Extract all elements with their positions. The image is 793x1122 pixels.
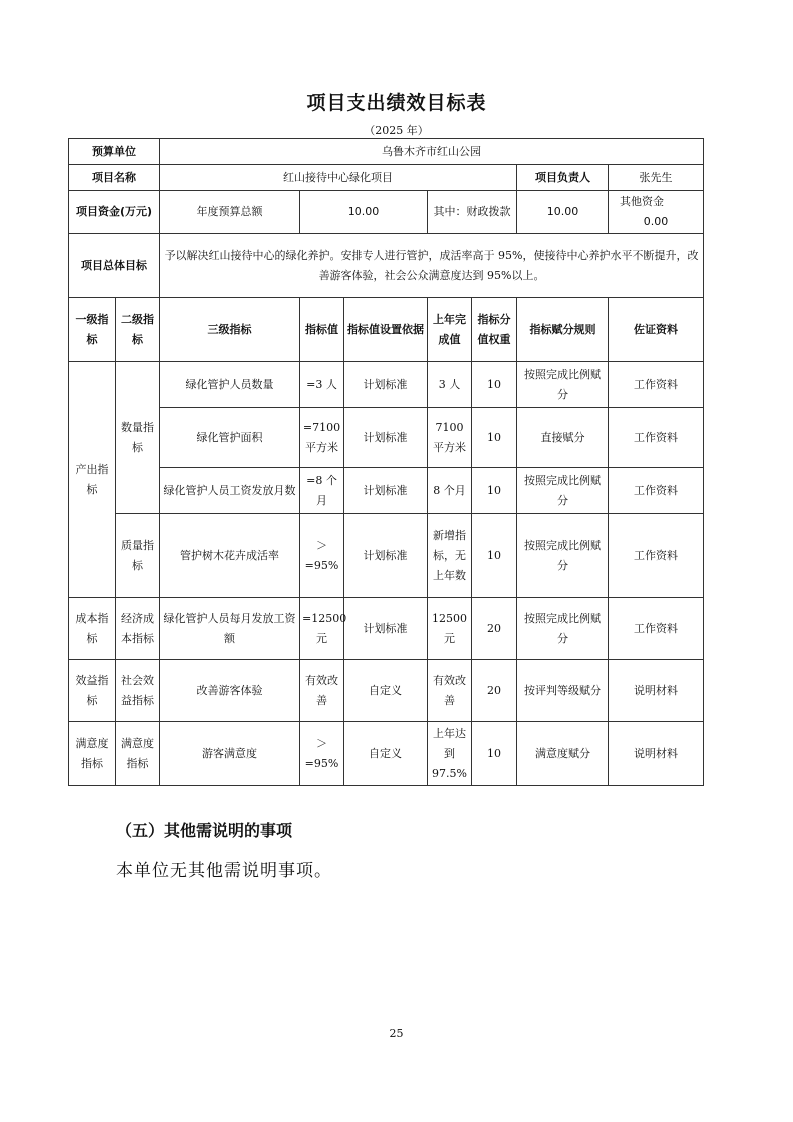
row-weight: 10 bbox=[472, 362, 517, 408]
annual-budget-value: 10.00 bbox=[300, 191, 428, 234]
project-leader-value: 张先生 bbox=[609, 165, 704, 191]
page-number: 25 bbox=[389, 1027, 404, 1040]
header-level3: 三级指标 bbox=[160, 298, 300, 362]
row-rule: 按照完成比例赋分 bbox=[517, 598, 609, 660]
row-value: ＞ =95% bbox=[300, 722, 344, 786]
row-level3: 绿化管护人员数量 bbox=[160, 362, 300, 408]
table-row bbox=[69, 362, 704, 408]
row-basis: 自定义 bbox=[344, 722, 428, 786]
row-basis: 计划标准 bbox=[344, 468, 428, 514]
other-funds-label: 其他资金 bbox=[620, 195, 665, 208]
header-level1: 一级指标 bbox=[69, 298, 116, 362]
row-evidence: 工作资料 bbox=[609, 514, 704, 598]
row-rule: 按评判等级赋分 bbox=[517, 660, 609, 722]
overall-goal-label: 项目总体目标 bbox=[69, 234, 160, 298]
row-rule: 按照完成比例赋分 bbox=[517, 468, 609, 514]
row-last-year: 上年达到 97.5% bbox=[428, 722, 472, 786]
row-evidence: 说明材料 bbox=[609, 660, 704, 722]
row-level2: 满意度指标 bbox=[116, 722, 160, 786]
row-basis: 计划标准 bbox=[344, 598, 428, 660]
table-row bbox=[69, 514, 704, 598]
header-basis: 指标值设置依据 bbox=[344, 298, 428, 362]
project-name-value: 红山接待中心绿化项目 bbox=[160, 165, 517, 191]
row-level2: 质量指标 bbox=[116, 514, 160, 598]
row-level1: 满意度指标 bbox=[69, 722, 116, 786]
row-value: =8 个月 bbox=[300, 468, 344, 514]
row-last-year: 3 人 bbox=[428, 362, 472, 408]
row-value: 有效改善 bbox=[300, 660, 344, 722]
table-row bbox=[69, 408, 704, 468]
header-value: 指标值 bbox=[300, 298, 344, 362]
row-level2: 经济成本指标 bbox=[116, 598, 160, 660]
table-year: （2025 年） bbox=[364, 124, 429, 137]
row-rule: 满意度赋分 bbox=[517, 722, 609, 786]
row-basis: 计划标准 bbox=[344, 408, 428, 468]
row-weight: 20 bbox=[472, 660, 517, 722]
row-weight: 10 bbox=[472, 408, 517, 468]
row-level2: 数量指标 bbox=[116, 362, 160, 514]
table-row bbox=[69, 468, 704, 514]
row-last-year: 12500 元 bbox=[428, 598, 472, 660]
row-evidence: 说明材料 bbox=[609, 722, 704, 786]
performance-table bbox=[68, 138, 704, 786]
row-weight: 10 bbox=[472, 468, 517, 514]
row-level2: 社会效益指标 bbox=[116, 660, 160, 722]
header-rule: 指标赋分规则 bbox=[517, 298, 609, 362]
row-last-year: 8 个月 bbox=[428, 468, 472, 514]
project-name-label: 项目名称 bbox=[69, 165, 160, 191]
header-evidence: 佐证资料 bbox=[609, 298, 704, 362]
header-last-year: 上年完成值 bbox=[428, 298, 472, 362]
row-last-year: 新增指标，无上年数 bbox=[428, 514, 472, 598]
row-weight: 20 bbox=[472, 598, 517, 660]
section-text: 本单位无其他需说明事项。 bbox=[116, 861, 332, 881]
row-level3: 改善游客体验 bbox=[160, 660, 300, 722]
row-basis: 自定义 bbox=[344, 660, 428, 722]
row-rule: 按照完成比例赋分 bbox=[517, 362, 609, 408]
row-value: =7100 平方米 bbox=[300, 408, 344, 468]
section-heading: （五）其他需说明的事项 bbox=[116, 821, 293, 840]
row-evidence: 工作资料 bbox=[609, 468, 704, 514]
annual-budget-label: 年度预算总额 bbox=[160, 191, 300, 234]
row-level3: 管护树木花卉成活率 bbox=[160, 514, 300, 598]
row-last-year: 有效改善 bbox=[428, 660, 472, 722]
row-level3: 绿化管护人员工资发放月数 bbox=[160, 468, 300, 514]
fiscal-label: 其中：财政拨款 bbox=[428, 191, 517, 234]
row-rule: 直接赋分 bbox=[517, 408, 609, 468]
row-evidence: 工作资料 bbox=[609, 408, 704, 468]
row-weight: 10 bbox=[472, 722, 517, 786]
row-value: =12500 元 bbox=[300, 598, 344, 660]
row-basis: 计划标准 bbox=[344, 362, 428, 408]
row-level3: 绿化管护人员每月发放工资额 bbox=[160, 598, 300, 660]
table-row bbox=[69, 598, 704, 660]
row-level1: 效益指标 bbox=[69, 660, 116, 722]
row-value: =3 人 bbox=[300, 362, 344, 408]
row-evidence: 工作资料 bbox=[609, 598, 704, 660]
row-rule: 按照完成比例赋分 bbox=[517, 514, 609, 598]
header-weight: 指标分值权重 bbox=[472, 298, 517, 362]
row-value: ＞ =95% bbox=[300, 514, 344, 598]
unit-value: 乌鲁木齐市红山公园 bbox=[160, 139, 704, 165]
project-leader-label: 项目负责人 bbox=[517, 165, 609, 191]
other-funds-value bbox=[609, 191, 704, 234]
unit-label: 预算单位 bbox=[69, 139, 160, 165]
overall-goal-text: 予以解决红山接待中心的绿化养护。安排专人进行管护，成活率高于 95%，使接待中心养护水平不断提升，改善游客体验，社会公众满意度达到 95%以上。 bbox=[160, 234, 704, 298]
row-last-year: 7100 平方米 bbox=[428, 408, 472, 468]
row-level3: 游客满意度 bbox=[160, 722, 300, 786]
table-row bbox=[69, 660, 704, 722]
other-funds-amount: 0.00 bbox=[643, 215, 669, 228]
fiscal-value: 10.00 bbox=[517, 191, 609, 234]
project-funds-label: 项目资金(万元) bbox=[69, 191, 160, 234]
row-weight: 10 bbox=[472, 514, 517, 598]
table-row bbox=[69, 722, 704, 786]
table-title: 项目支出绩效目标表 bbox=[306, 92, 487, 114]
row-level1: 成本指标 bbox=[69, 598, 116, 660]
row-level1: 产出指标 bbox=[69, 362, 116, 598]
row-level3: 绿化管护面积 bbox=[160, 408, 300, 468]
row-basis: 计划标准 bbox=[344, 514, 428, 598]
row-evidence: 工作资料 bbox=[609, 362, 704, 408]
header-level2: 二级指标 bbox=[116, 298, 160, 362]
